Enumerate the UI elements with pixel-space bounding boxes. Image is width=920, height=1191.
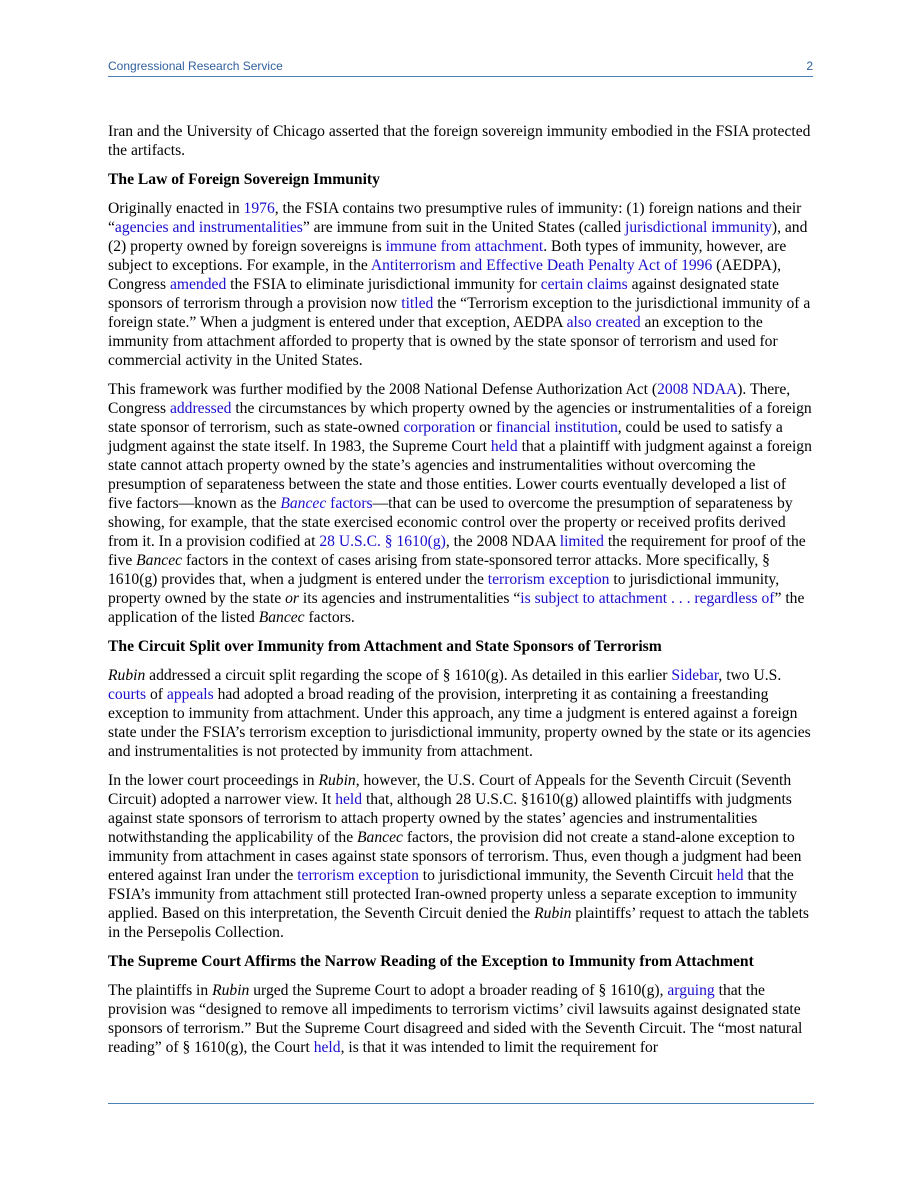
link-titled[interactable]: titled <box>401 295 434 312</box>
text: plaintiffs’ request to attach the tablets in the Persepolis Collection. <box>108 905 809 941</box>
italic-rubin: Rubin <box>212 982 250 999</box>
text: or <box>475 419 497 436</box>
link-28-usc-1610g[interactable]: 28 U.S.C. § 1610(g) <box>319 533 446 550</box>
paragraph-law <box>108 199 814 370</box>
italic-bancec: Bancec <box>357 829 403 846</box>
paragraph-framework <box>108 380 814 627</box>
text: of <box>146 686 167 703</box>
text: The plaintiffs in <box>108 982 213 999</box>
text: had adopted a broad reading of the provision, interpreting it as containing a freestanding exception to immunity from attachment. Under this approach, any time a judgment is entered against a foreign state under the FSIA’s terrorism exception to jurisdictional immunity, property owned by the state or its agencies and instrumentalities is not protected by immunity from attachment. <box>108 686 811 760</box>
text: . Both types of immunity, however, are subject to exceptions. For example, in the <box>108 238 787 274</box>
paragraph-intro <box>108 122 814 160</box>
text: , is that it was intended to limit the requirement for <box>340 1039 658 1056</box>
link-1976[interactable]: 1976 <box>243 200 275 217</box>
text: its agencies and instrumentalities “ <box>299 590 521 607</box>
text: —that can be used to overcome the presumption of separateness by showing, for example, that the state exercised economic control over the property or received profits derived from it. In a provision codified at <box>108 495 793 550</box>
link-bancec-factors[interactable] <box>280 495 372 512</box>
text: to jurisdictional immunity, the Seventh Circuit <box>418 867 717 884</box>
link-addressed[interactable]: addressed <box>169 400 232 417</box>
text: Originally enacted in <box>108 200 244 217</box>
text: the “Terrorism exception to the jurisdictional immunity of a foreign state.” When a judgment is entered under that exception, AEDPA <box>108 295 811 331</box>
document-body <box>108 122 814 1067</box>
link-appeals[interactable]: appeals <box>166 686 214 703</box>
text: against designated state sponsors of terrorism through a provision now <box>108 276 779 312</box>
section-heading-circuit-split: The Circuit Split over Immunity from Attachment and State Sponsors of Terrorism <box>108 638 662 655</box>
text: , however, the U.S. Court of Appeals for the Seventh Circuit (Seventh Circuit) adopted a narrower view. It <box>108 772 792 808</box>
text: , could be used to satisfy a judgment against the state itself. In 1983, the Supreme Court <box>108 419 783 455</box>
header-title: Congressional Research Service <box>108 59 283 73</box>
text: an exception to the immunity from attachment afforded to property that is owned by the state sponsor of terrorism and used for commercial activity in the United States. <box>108 314 778 369</box>
text: that the FSIA’s immunity from attachment still protected Iran-owned property unless a separate exception to immunity applied. Based on this interpretation, the Seventh Circuit denied the <box>108 867 797 922</box>
text: urged the Supreme Court to adopt a broader reading of § 1610(g), <box>249 982 668 999</box>
text: that, although 28 U.S.C. §1610(g) allowed plaintiffs with judgments against state sponsors of terrorism to attach property owned by the states’ agencies and instrumentalities notwithstanding the applicability of the <box>108 791 792 846</box>
link-subject-to-attachment[interactable]: is subject to attachment . . . regardless of <box>520 590 775 607</box>
link-held-1983[interactable]: held <box>490 438 518 455</box>
text: factors. <box>304 609 355 626</box>
text: This framework was further modified by the 2008 National Defense Authorization Act ( <box>108 381 658 398</box>
text: In the lower court proceedings in <box>108 772 319 789</box>
link-corporation[interactable]: corporation <box>403 419 476 436</box>
text: factors, the provision did not create a stand-alone exception to immunity from attachment in cases against state sponsors of terrorism. Thus, even though a judgment had been entered against Iran under the <box>108 829 802 884</box>
link-agencies-instrumentalities[interactable]: agencies and instrumentalities <box>114 219 303 236</box>
link-terrorism-exception-2[interactable]: terrorism exception <box>297 867 419 884</box>
link-held-seventh-2[interactable]: held <box>716 867 744 884</box>
text: that the provision was “designed to remove all impediments to terrorism victims’ civil lawsuits against designated state sponsors of terrorism.” But the Supreme Court disagreed and sided with the Seventh Circuit. The “most natural reading” of § 1610(g), the Court <box>108 982 803 1056</box>
text: that a plaintiff with judgment against a foreign state cannot attach property owned by the state’s agencies and instrumentalities without overcoming the presumption of separateness between the state and those entities. Lower courts eventually developed a list of five factors—known as the <box>108 438 812 512</box>
italic-rubin: Rubin <box>108 667 146 684</box>
text: to jurisdictional immunity, property owned by the state <box>108 571 780 607</box>
text: the FSIA to eliminate jurisdictional immunity for <box>226 276 541 293</box>
link-terrorism-exception[interactable]: terrorism exception <box>487 571 610 588</box>
link-certain-claims[interactable]: certain claims <box>540 276 628 293</box>
paragraph-supreme-court <box>108 981 814 1057</box>
text: factors in the context of cases arising from state-sponsored terror attacks. More specifically, § 1610(g) provides that, when a judgment is entered under the <box>108 552 770 588</box>
italic-bancec: Bancec <box>136 552 183 569</box>
text: (AEDPA), Congress <box>108 257 781 293</box>
italic-rubin: Rubin <box>534 905 572 922</box>
link-arguing[interactable]: arguing <box>667 982 715 999</box>
link-also-created[interactable]: also created <box>566 314 641 331</box>
text: ” the application of the listed <box>108 590 805 626</box>
text: ). There, Congress <box>108 381 791 417</box>
link-immune-from-attachment[interactable]: immune from attachment <box>385 238 544 255</box>
link-2008-ndaa[interactable]: 2008 NDAA <box>657 381 738 398</box>
footer-rule <box>108 1103 814 1104</box>
text: addressed a circuit split regarding the scope of § 1610(g). As detailed in this earlier <box>145 667 672 684</box>
text: , the FSIA contains two presumptive rules of immunity: (1) foreign nations and their “ <box>108 200 802 236</box>
italic-rubin: Rubin <box>318 772 356 789</box>
text: ” are immune from suit in the United States (called <box>302 219 626 236</box>
link-courts[interactable]: courts <box>108 686 147 703</box>
paragraph-lower-court <box>108 771 814 942</box>
text: the requirement for proof of the five <box>108 533 806 569</box>
italic-bancec: Bancec <box>258 609 305 626</box>
text: ), and (2) property owned by foreign sovereigns is <box>108 219 808 255</box>
section-heading-supreme-court: The Supreme Court Affirms the Narrow Reading of the Exception to Immunity from Attachment <box>108 953 754 970</box>
text: the circumstances by which property owned by the agencies or instrumentalities of a foreign state sponsor of terrorism, such as state-owned <box>108 400 812 436</box>
link-aedpa[interactable]: Antiterrorism and Effective Death Penalty Act of 1996 <box>370 257 713 274</box>
link-financial-institution[interactable]: financial institution <box>496 419 618 436</box>
section-heading-law: The Law of Foreign Sovereign Immunity <box>108 171 380 188</box>
link-held-supreme[interactable]: held <box>313 1039 341 1056</box>
link-bancec-italic: Bancec <box>280 495 327 512</box>
page-header <box>108 56 813 77</box>
link-held-seventh[interactable]: held <box>335 791 363 808</box>
italic-or: or <box>285 590 299 607</box>
text: Iran and the University of Chicago asserted that the foreign sovereign immunity embodied in the FSIA protected the artifacts. <box>108 123 811 159</box>
link-jurisdictional-immunity[interactable]: jurisdictional immunity <box>625 219 772 236</box>
link-limited[interactable]: limited <box>559 533 604 550</box>
text: , the 2008 NDAA <box>445 533 560 550</box>
link-factors-text: factors <box>326 495 373 512</box>
text: , two U.S. <box>718 667 782 684</box>
link-sidebar[interactable]: Sidebar <box>671 667 719 684</box>
page-number: 2 <box>806 59 813 73</box>
link-amended[interactable]: amended <box>169 276 227 293</box>
paragraph-circuit-split <box>108 666 814 761</box>
